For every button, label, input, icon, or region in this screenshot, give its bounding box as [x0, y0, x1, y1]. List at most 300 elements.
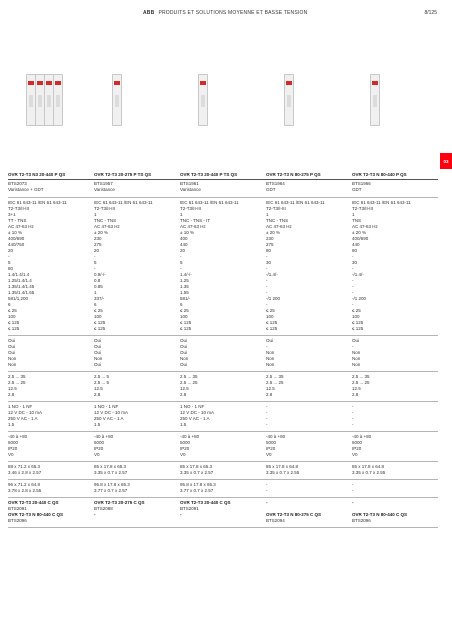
table-cell: IEC 61 643-11 /EN 61 643-11	[266, 200, 325, 205]
table-cell: -40 à +80	[266, 434, 286, 439]
table-cell: 95.8 x 17.8 x 65.3	[180, 482, 216, 487]
table-cell: ≤ 125	[94, 320, 106, 325]
table-cell: OVR T2-T3 N 80-440 C QS	[8, 512, 64, 517]
table-cell: 3.35 x 0.7 x 2.57	[180, 470, 214, 475]
table-cell: -	[352, 500, 354, 505]
table-cell: Oui	[8, 338, 16, 343]
table-cell: ≤ 125	[352, 326, 364, 331]
table-cell: 6	[180, 302, 183, 307]
table-cell: -	[266, 344, 268, 349]
table-cell: Oui	[180, 344, 188, 349]
table-cell: -	[266, 254, 268, 259]
table-cell: OVR T2-T3 N 80-440 P QS	[352, 172, 407, 177]
table-row	[0, 422, 452, 428]
table-cell: 1	[352, 212, 355, 217]
table-cell: IP20	[266, 446, 276, 451]
table-cell: 2.5 ... 25	[266, 380, 284, 385]
table-cell: 6	[8, 302, 11, 307]
table-divider	[8, 401, 438, 402]
table-divider	[8, 431, 438, 432]
table-divider	[8, 527, 438, 528]
table-cell: 337/-	[94, 296, 105, 301]
table-cell: 250 V AC - 1 A	[94, 416, 124, 421]
table-cell: 5000	[352, 440, 363, 445]
table-cell: Non	[94, 356, 103, 361]
table-cell: BTS2096	[352, 518, 371, 523]
table-cell: BTS1966	[352, 181, 371, 186]
table-cell: 1.5	[8, 422, 15, 427]
table-cell: 5000	[94, 440, 105, 445]
table-cell: 2.5 ... 25	[180, 380, 198, 385]
module-slot	[287, 95, 291, 107]
module-stripe	[46, 81, 52, 85]
table-cell: -	[180, 512, 182, 517]
table-cell: V0	[180, 452, 186, 457]
table-cell: 1 NO - 1 NF	[8, 404, 33, 409]
table-cell: 100	[94, 314, 102, 319]
table-cell: 581/-	[180, 296, 191, 301]
product-image	[284, 72, 334, 130]
surge-module	[198, 74, 208, 126]
table-divider	[8, 479, 438, 480]
table-cell: -	[266, 500, 268, 505]
table-cell: 2.5 ... 35	[8, 374, 26, 379]
table-cell: -	[352, 290, 354, 295]
table-cell: 12.5	[266, 386, 275, 391]
table-cell: ≤ 25	[266, 308, 275, 313]
table-cell: 5	[180, 260, 183, 265]
table-cell: 2.5 ... 25	[352, 380, 370, 385]
table-cell: IP20	[8, 446, 18, 451]
table-cell: -	[352, 410, 354, 415]
table-cell: Oui	[266, 338, 274, 343]
table-cell: -/1 200	[352, 296, 367, 301]
table-cell: -	[352, 404, 354, 409]
table-cell: IP20	[352, 446, 362, 451]
table-row	[0, 518, 452, 524]
table-cell: 0.8	[94, 278, 101, 283]
product-images	[0, 72, 452, 132]
table-cell: 12 V DC - 10 mA	[94, 410, 129, 415]
table-cell: 5	[94, 260, 97, 265]
table-cell: -	[180, 254, 182, 259]
table-cell: ± 10 %	[180, 230, 194, 235]
table-cell: 80	[266, 248, 272, 253]
table-cell: 2.8	[180, 392, 187, 397]
table-row	[0, 172, 452, 178]
table-cell: ≤ 125	[266, 320, 278, 325]
table-cell: Non	[352, 350, 361, 355]
table-cell: 250 V AC - 1 A	[180, 416, 210, 421]
table-cell: 440/750	[8, 242, 25, 247]
table-cell: 2.8	[352, 392, 359, 397]
table-cell: Oui	[94, 344, 102, 349]
table-cell	[94, 518, 178, 524]
table-cell: -	[266, 488, 268, 493]
table-cell: Oui	[94, 350, 102, 355]
table-cell: AC 47-63 Hz	[266, 224, 292, 229]
table-cell: Non	[8, 356, 17, 361]
table-cell: Oui	[8, 344, 16, 349]
table-cell: 100	[8, 314, 16, 319]
table-cell: 100	[180, 314, 188, 319]
brand-title	[143, 10, 307, 16]
table-cell: BTS2096	[8, 518, 27, 523]
table-cell: -	[352, 422, 354, 427]
table-row	[0, 362, 452, 368]
table-cell: 12 V DC - 10 mA	[180, 410, 215, 415]
table-cell: 80	[8, 266, 14, 271]
table-cell: -/1 200	[266, 296, 281, 301]
table-cell: 581/1,200	[8, 296, 29, 301]
module-stripe	[37, 81, 43, 85]
table-cell: 400	[180, 236, 188, 241]
table-cell: 3.77 x 0.7 x 2.57	[94, 488, 128, 493]
table-cell: IEC 61 643-11 /EN 61 643-11	[8, 200, 67, 205]
table-cell: 95.8 x 17.8 x 65.3	[94, 482, 130, 487]
product-image	[370, 72, 420, 130]
table-cell: ± 20 %	[94, 230, 108, 235]
table-cell: -/1.4/-	[352, 272, 364, 277]
table-cell: -	[180, 266, 182, 271]
table-cell: BTS2091	[180, 506, 199, 511]
surge-module	[284, 74, 294, 126]
table-cell: -	[352, 266, 354, 271]
table-row	[0, 452, 452, 458]
table-cell: 1 NO - 1 NF	[180, 404, 205, 409]
table-cell: 5000	[8, 440, 19, 445]
table-cell: -	[266, 266, 268, 271]
table-cell: ≤ 125	[180, 326, 192, 331]
table-cell: 12.5	[94, 386, 103, 391]
table-cell: T2-T3/II-III	[8, 206, 30, 211]
table-cell: Non	[266, 362, 275, 367]
table-cell: -	[266, 416, 268, 421]
table-cell: BTS1964	[266, 181, 285, 186]
module-slot	[115, 95, 119, 107]
table-cell: 250 V AC - 1 A	[8, 416, 38, 421]
table-row	[0, 392, 452, 398]
table-cell: -	[266, 284, 268, 289]
table-cell: 1.4/-/-	[180, 272, 192, 277]
table-divider	[8, 461, 438, 462]
surge-module	[370, 74, 380, 126]
table-cell: ≤ 125	[352, 320, 364, 325]
table-cell: GDT	[266, 187, 276, 192]
table-cell: -	[266, 404, 268, 409]
table-cell: -	[94, 266, 96, 271]
table-cell: 3.35 x 0.7 x 2.55	[266, 470, 300, 475]
module-stripe	[372, 81, 378, 85]
table-cell: -	[266, 410, 268, 415]
product-image	[198, 72, 248, 130]
table-cell: BTS2094	[266, 518, 285, 523]
module-stripe	[286, 81, 292, 85]
table-cell: 275	[266, 242, 274, 247]
table-cell: 85 x 17.8 x 64.8	[352, 464, 385, 469]
table-cell: OVR T2-T3 20-440 C QS	[180, 500, 231, 505]
table-cell: IEC 61 643-11 /EN 61 643-11	[352, 200, 411, 205]
table-cell: TT - TNS	[8, 218, 27, 223]
table-cell: 3.78 x 2.8 x 2.55	[8, 488, 42, 493]
table-cell: 2.8	[266, 392, 273, 397]
table-cell: 20	[180, 248, 186, 253]
table-cell: 6	[94, 302, 97, 307]
table-cell: OVR T2-T3 20-275 C QS	[94, 500, 145, 505]
table-cell: AC 47-63 Hz	[94, 224, 120, 229]
table-cell: 1	[94, 290, 97, 295]
table-cell: ± 10 %	[8, 230, 22, 235]
table-cell: BTS1961	[180, 181, 199, 186]
table-cell: Oui	[180, 338, 188, 343]
table-cell: -40 à +80	[352, 434, 372, 439]
table-cell: 1.35/1.4/1.45	[8, 284, 35, 289]
table-cell: BTS2073	[8, 181, 27, 186]
table-cell: Non	[352, 362, 361, 367]
table-cell: Varistance	[180, 187, 201, 192]
table-cell: -	[94, 254, 96, 259]
table-cell: 1	[266, 212, 269, 217]
table-cell: 80	[352, 248, 358, 253]
table-cell: Varistance	[94, 187, 115, 192]
table-cell: 440	[180, 242, 188, 247]
table-cell: 1.35	[180, 284, 189, 289]
table-cell: -40 à +80	[180, 434, 200, 439]
table-cell: OVR T2-T3 N 80-275 C QS	[266, 512, 322, 517]
table-divider	[8, 197, 438, 198]
surge-module	[53, 74, 63, 126]
product-image	[112, 72, 162, 130]
table-cell: 30	[266, 260, 272, 265]
table-cell: TNC - TNS	[94, 218, 117, 223]
table-cell: 1.4/1.4/1.4	[8, 272, 30, 277]
table-divider	[8, 371, 438, 372]
table-cell: Oui	[94, 362, 102, 367]
table-cell: TNC - TNS - IT	[180, 218, 211, 223]
table-cell: -	[8, 254, 10, 259]
table-cell: ≤ 25	[8, 308, 17, 313]
module-slot	[56, 95, 60, 107]
table-divider	[8, 335, 438, 336]
table-cell: 12 V DC - 10 mA	[8, 410, 43, 415]
table-cell: 12.5	[180, 386, 189, 391]
table-cell: 2.5 ... 35	[266, 374, 284, 379]
table-cell: ≤ 125	[8, 320, 20, 325]
table-cell: 2.5 ... 35	[180, 374, 198, 379]
table-cell: Non	[352, 356, 361, 361]
table-cell: BTS2091	[8, 506, 27, 511]
table-cell: -	[352, 344, 354, 349]
table-row	[0, 488, 452, 494]
chapter-tab: 03	[440, 153, 452, 169]
table-cell: Non	[8, 362, 17, 367]
table-cell: Oui	[180, 362, 188, 367]
table-cell: 85 x 17.8 x 65.3	[94, 464, 127, 469]
table-cell: 100	[352, 314, 360, 319]
table-cell: IEC 61 643-11 /EN 61 643-11	[180, 200, 239, 205]
table-cell: 20	[94, 248, 100, 253]
table-cell: 1 NO - 1 NF	[94, 404, 119, 409]
table-cell: -	[266, 290, 268, 295]
table-cell: 2.8	[94, 392, 101, 397]
table-cell: Varistance + GDT	[8, 187, 44, 192]
table-cell: -	[266, 278, 268, 283]
table-cell: 30	[352, 260, 358, 265]
table-cell: 3.35 x 0.7 x 2.57	[94, 470, 128, 475]
table-cell: -	[352, 302, 354, 307]
table-cell: TNC - TNS	[266, 218, 289, 223]
table-cell: 1.5	[180, 422, 187, 427]
table-cell: T2-T3/II-III	[180, 206, 202, 211]
table-cell: 1.5	[94, 422, 101, 427]
module-slot	[47, 95, 51, 107]
table-cell: Non	[266, 356, 275, 361]
table-cell: 1.25	[180, 278, 189, 283]
table-cell: V0	[352, 452, 358, 457]
table-cell: 1.35/1.4/1.65	[8, 290, 35, 295]
table-cell: -	[266, 302, 268, 307]
table-cell: TNS	[352, 218, 361, 223]
table-cell: Oui	[180, 350, 188, 355]
table-row	[0, 470, 452, 476]
table-cell: 96 x 71.2 x 64.8	[8, 482, 41, 487]
table-cell: OVR T2-T3 20-440 C QS	[8, 500, 59, 505]
table-cell: 1.25/1.4/1.4	[8, 278, 32, 283]
table-cell: V0	[266, 452, 272, 457]
table-cell: OVR T2-T3 N3 20-440 P QS	[8, 172, 66, 177]
table-cell: GDT	[352, 187, 362, 192]
table-cell: 12.5	[8, 386, 17, 391]
table-cell: BTS2088	[94, 506, 113, 511]
table-cell: 440	[352, 242, 360, 247]
table-cell: 1	[180, 212, 183, 217]
table-cell: -	[352, 416, 354, 421]
table-cell: -40 à +80	[8, 434, 28, 439]
table-cell: -	[266, 422, 268, 427]
table-divider	[8, 497, 438, 498]
table-cell: -	[352, 488, 354, 493]
table-cell: 400/690	[352, 236, 369, 241]
table-cell: 5000	[266, 440, 277, 445]
table-row	[0, 326, 452, 332]
table-cell: ± 20 %	[352, 230, 366, 235]
table-cell: ≤ 25	[180, 308, 189, 313]
table-cell: T2-T3/II-III	[94, 206, 116, 211]
table-cell: -/1.4/-	[266, 272, 278, 277]
module-slot	[201, 95, 205, 107]
table-cell: 2.8	[8, 392, 15, 397]
table-cell: BTS1957	[94, 181, 113, 186]
table-cell: 1	[94, 212, 97, 217]
table-cell: ≤ 25	[352, 308, 361, 313]
module-slot	[29, 95, 33, 107]
table-cell: -	[352, 482, 354, 487]
module-stripe	[114, 81, 120, 85]
table-cell: -	[352, 254, 354, 259]
table-cell: ≤ 125	[180, 320, 192, 325]
table-cell: 2.5 ... 5	[94, 380, 110, 385]
module-slot	[373, 95, 377, 107]
table-row	[0, 187, 452, 193]
table-cell: Oui	[8, 350, 16, 355]
table-cell: T2-T3/I-III	[266, 206, 286, 211]
table-cell: ≤ 125	[94, 326, 106, 331]
table-cell: Oui	[94, 338, 102, 343]
table-cell: V0	[94, 452, 100, 457]
table-cell: 12.5	[352, 386, 361, 391]
table-cell: IP20	[94, 446, 104, 451]
table-cell: 2.5 ... 25	[8, 380, 26, 385]
section-title: PRODUITS ET SOLUTIONS MOYENNE ET BASSE TENSION	[158, 10, 308, 16]
table-cell: 3.77 x 0.7 x 2.57	[180, 488, 214, 493]
table-cell: T2-T3/II-III	[352, 206, 374, 211]
table-cell: 85 x 17.8 x 65.3	[180, 464, 213, 469]
table-cell: V0	[8, 452, 14, 457]
table-cell: Oui	[352, 338, 360, 343]
table-cell: ≤ 125	[8, 326, 20, 331]
brand-logo: ABB	[143, 10, 155, 16]
module-stripe	[200, 81, 206, 85]
table-cell: Non	[266, 350, 275, 355]
surge-module	[112, 74, 122, 126]
page-header	[0, 8, 452, 20]
table-cell: OVR T2-T3 N 80-275 P QS	[266, 172, 321, 177]
table-cell: 100	[266, 314, 274, 319]
table-cell: 85 x 17.8 x 64.8	[266, 464, 299, 469]
table-cell: 3.35 x 0.7 x 2.55	[352, 470, 386, 475]
table-cell: 0.9/-/-	[94, 272, 106, 277]
module-stripe	[28, 81, 34, 85]
table-cell: AC 47-63 Hz	[180, 224, 206, 229]
table-cell: 230	[266, 236, 274, 241]
table-cell: IP20	[180, 446, 190, 451]
table-cell: OVR T2-T3 20-275 P TS QS	[94, 172, 152, 177]
table-cell: ≤ 125	[266, 326, 278, 331]
module-slot	[38, 95, 42, 107]
table-cell: 400/690	[8, 236, 25, 241]
table-cell: 230	[94, 236, 102, 241]
table-cell: OVR T2-T3 20-440 P TS QS	[180, 172, 238, 177]
table-cell: 3+1	[8, 212, 16, 217]
table-cell: 2.5 ... 35	[352, 374, 370, 379]
table-cell: 3.46 x 2.8 x 2.57	[8, 470, 42, 475]
table-cell: 275	[94, 242, 102, 247]
table-cell: 1.55	[180, 290, 189, 295]
table-cell: 20	[8, 248, 14, 253]
table-cell: 5000	[180, 440, 191, 445]
table-divider	[8, 179, 438, 180]
table-cell: 2.5 ... 5	[94, 374, 110, 379]
table-cell: -	[94, 512, 96, 517]
table-cell: ≤ 25	[94, 308, 103, 313]
table-cell: OVR T2-T3 N 80-440 C QS	[352, 512, 408, 517]
table-cell: 5	[8, 260, 11, 265]
table-cell: 0.85	[94, 284, 103, 289]
table-cell: IEC 61 643-11 /EN 61 643-11	[94, 200, 153, 205]
table-cell	[180, 518, 264, 524]
table-cell: Non	[180, 356, 189, 361]
table-cell: ± 20 %	[266, 230, 280, 235]
page-number: 8/125	[424, 10, 437, 16]
table-cell: -40 à +80	[94, 434, 114, 439]
module-stripe	[55, 81, 61, 85]
table-cell: AC 47-63 Hz	[8, 224, 34, 229]
table-cell: AC 47-63 Hz	[352, 224, 378, 229]
table-cell: -	[266, 482, 268, 487]
product-image	[26, 72, 76, 130]
table-cell: -	[352, 284, 354, 289]
table-cell: 88 x 71.2 x 65.3	[8, 464, 41, 469]
